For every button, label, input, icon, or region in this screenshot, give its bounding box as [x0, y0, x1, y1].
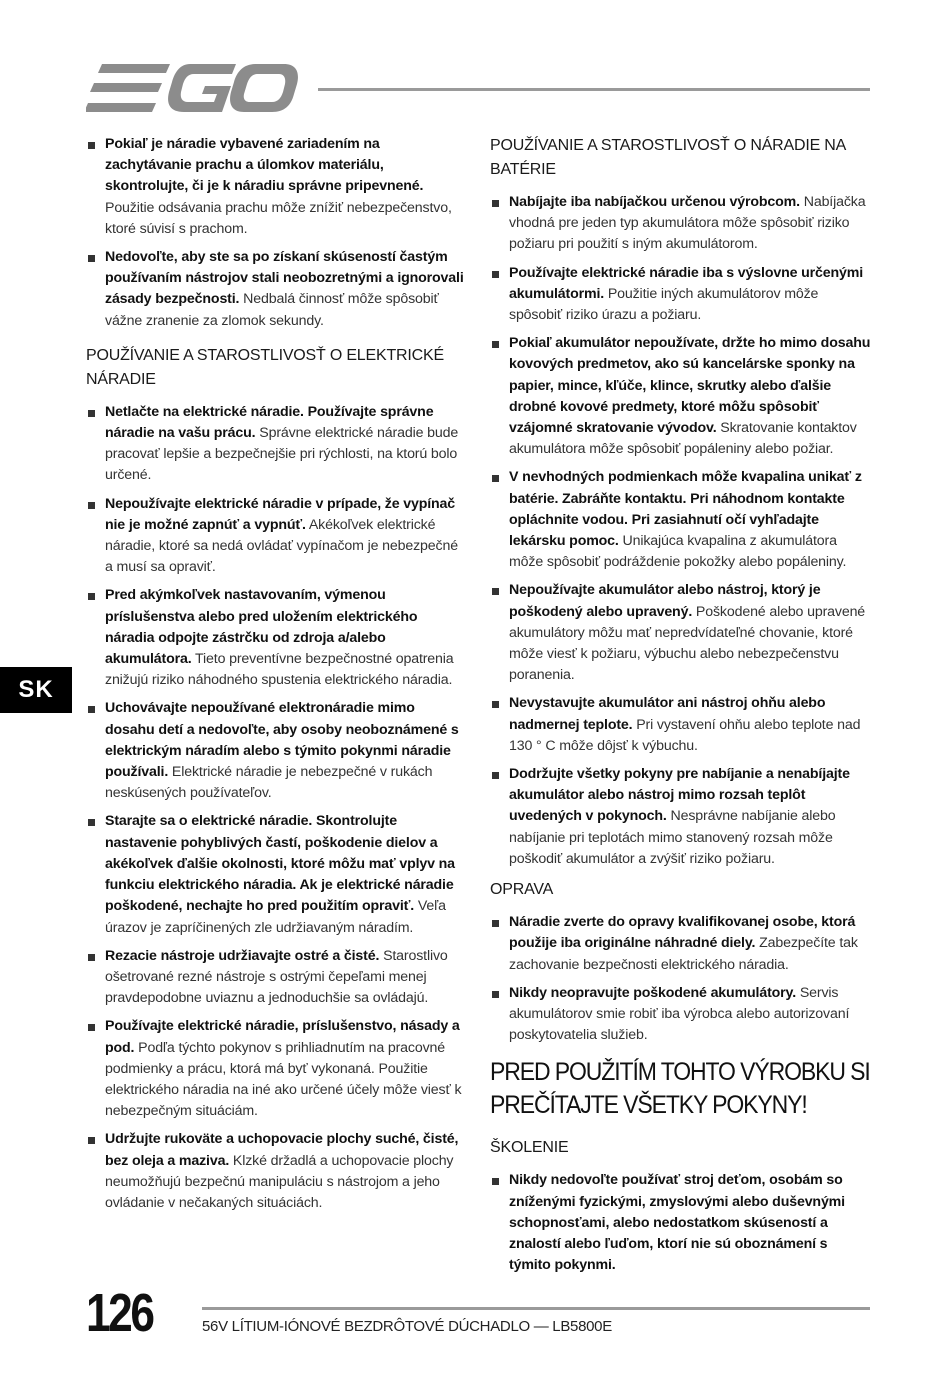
ego-logo: [86, 62, 298, 114]
bullet-item: [490, 1170, 872, 1276]
section-heading-electric-tool-use: POUŽÍVANIE A STAROSTLIVOSŤ O ELEKTRICKÉ NÁRADIE: [86, 346, 444, 388]
right-column: [490, 134, 872, 1283]
bullet-body-text: Nesprávne nabíjanie alebo nabíjanie pri teplotách mimo stanovený rozsah môže poškodiť akumulátor a zvýšiť riziko požiaru.: [509, 808, 836, 867]
bullet-item: [86, 698, 466, 804]
bullet-body-text: Podľa týchto pokynov s prihliadnutím na pracovné podmienky a prácu, ktorá má byť vykonaná. Použitie elektrického náradia na iné ako určené účely môže viesť k nebezpečným situáciám.: [105, 1039, 462, 1120]
bullet-body-text: Zabezpečíte tak zachovanie bezpečnosti elektrického náradia.: [509, 935, 858, 973]
bullet-item: [490, 912, 872, 976]
bullet-body-text: Unikajúca kvapalina z akumulátora môže spôsobiť podráždenie pokožky alebo popáleniny.: [509, 533, 847, 571]
bullet-bold-text: Nepoužívajte akumulátor alebo nástroj, ktorý je poškodený alebo upravený.: [509, 582, 821, 620]
bullet-bold-text: Nepoužívajte elektrické náradie v prípade, že vypínač nie je možné zapnúť a vypnúť.: [105, 495, 456, 533]
bullet-item: [86, 134, 466, 240]
bullet-bold-text: Nevystavujte akumulátor ani nástroj ohňu alebo nadmernej teplote.: [509, 695, 826, 733]
bullet-bold-text: Starajte sa o elektrické náradie. Skontrolujte nastavenie pohyblivých častí, poškodenie dielov a akékoľvek ďalšie okolnosti, ktoré môžu mať vplyv na funkciu elektrického náradia. Ak je elektrické náradie poškodené, nechajte ho pred použitím opraviť.: [105, 813, 455, 915]
bullet-bold-text: Nikdy neopravujte poškodené akumulátory.: [509, 984, 797, 1001]
bullet-item: [86, 811, 466, 938]
bullet-bold-text: Pokiaľ je náradie vybavené zariadením na zachytávanie prachu a úlomkov materiálu, skontrolujte, či je k náradiu správne pripevnené.: [105, 136, 424, 195]
bullet-bold-text: Používajte elektrické náradie, príslušenstvo, násady a pod.: [105, 1018, 460, 1056]
bullet-body-text: Starostlivo ošetrované rezné nástroje s ostrými čepeľami menej pravdepodobne uviaznu a jednoduchšie sa ovládajú.: [105, 947, 448, 1007]
bullet-item: [490, 764, 872, 870]
bullet-body-text: Akékoľvek elektrické náradie, ktoré sa nedá ovládať vypínačom je nebezpečné a musí sa opraviť.: [105, 516, 458, 576]
section-heading-battery-tool-use: POUŽÍVANIE A STAROSTLIVOSŤ O NÁRADIE NA BATÉRIE: [490, 137, 846, 178]
bullet-body-text: Správne elektrické náradie bude pracovať lepšie a bezpečnejšie pri rýchlosti, na ktorú bolo určené.: [105, 425, 459, 484]
bullet-body-text: Tieto preventívne bezpečnostné opatrenia znižujú riziko náhodného spustenia elektrického náradia.: [105, 651, 454, 689]
section-heading-service: OPRAVA: [490, 881, 554, 899]
bullet-bold-text: Nedovoľte, aby ste sa po získaní skúseností častým používaním nástrojov stali neobozretnými a ignorovali zásady bezpečnosti.: [105, 249, 464, 308]
bullet-item: [86, 247, 466, 332]
left-bullet-list: [86, 402, 466, 1214]
bullet-bold-text: Náradie zverte do opravy kvalifikovanej osobe, ktorá použije iba originálne náhradné diely.: [509, 914, 856, 952]
left-column: [86, 134, 466, 1221]
bullet-item: [490, 333, 872, 460]
left-intro-list: [86, 134, 466, 332]
bullet-body-text: Nedbalá činnosť môže spôsobiť vážne zranenie za zlomok sekundy.: [105, 291, 439, 329]
footer-rule: [202, 1307, 870, 1310]
read-all-instructions-heading: PRED POUŽITÍM TOHTO VÝROBKU SI PREČÍTAJTE VŠETKY POKYNY!: [490, 1058, 870, 1120]
bullet-item: [86, 585, 466, 691]
bullet-bold-text: Pred akýmkoľvek nastavovaním, výmenou príslušenstva alebo pred uložením elektrického náradia odpojte zástrčku od zdroja a/alebo akumulátora.: [105, 587, 418, 668]
page-number: 126: [86, 1283, 153, 1343]
bullet-body-text: Nabíjačka vhodná pre jeden typ akumulátora môže spôsobiť riziko požiaru pri použití s iným akumulátorom.: [509, 194, 866, 253]
bullet-bold-text: Uchovávajte nepoužívané elektronáradie mimo dosahu detí a nedovoľte, aby osoby neoboznámené s elektrickým náradím alebo s týmito pokynmi náradie používali.: [105, 700, 459, 781]
bullet-body-text: Servis akumulátorov smie robiť iba výrobca alebo autorizovaní poskytovatelia služieb.: [509, 984, 850, 1044]
bullet-item: [490, 192, 872, 256]
bullet-bold-text: Dodržujte všetky pokyny pre nabíjanie a nenabíjajte akumulátor alebo nástroj mimo rozsah teplôt uvedených v pokynoch.: [509, 766, 850, 825]
bullet-item: [490, 467, 872, 573]
bullet-body-text: Použitie odsávania prachu môže znížiť nebezpečenstvo, ktoré súvisí s prachom.: [105, 199, 452, 237]
bullet-item: [86, 402, 466, 487]
bullet-item: [86, 946, 466, 1010]
bullet-bold-text: Udržujte rukoväte a uchopovacie plochy suché, čisté, bez oleja a maziva.: [105, 1131, 459, 1169]
bullet-item: [86, 1016, 466, 1122]
bullet-bold-text: Používajte elektrické náradie iba s výslovne určenými akumulátormi.: [509, 264, 864, 302]
bullet-body-text: Elektrické náradie je nebezpečné v rukách neskúsených používateľov.: [105, 764, 433, 802]
footer-product-title: 56V LÍTIUM-IÓNOVÉ BEZDRÔTOVÉ DÚCHADLO — LB5800E: [202, 1318, 612, 1335]
section-heading-training: ŠKOLENIE: [490, 1139, 569, 1157]
bullet-body-text: Použitie iných akumulátorov môže spôsobiť riziko úrazu a požiaru.: [509, 285, 819, 324]
bullet-item: [490, 693, 872, 757]
bullet-body-text: Klzké držadlá a uchopovacie plochy neumožňujú bezpečnú manipuláciu s nástrojom a jeho ovládanie v nečakaných situáciách.: [105, 1152, 454, 1211]
header-rule: [318, 88, 870, 91]
bullet-item: [490, 983, 872, 1047]
bullet-bold-text: Nikdy nedovoľte používať stroj deťom, osobám so zníženými fyzickými, zmyslovými alebo duševnými schopnosťami, alebo nedostatkom skúseností a znalostí alebo ľuďom, ktorí nie sú oboznámení s týmito pokynmi.: [509, 1172, 845, 1274]
bullet-item: [490, 580, 872, 686]
bullet-item: [490, 263, 872, 327]
bullet-bold-text: Netlačte na elektrické náradie. Používajte správne náradie na vašu prácu.: [105, 403, 434, 442]
bullet-bold-text: Pokiaľ akumulátor nepoužívate, držte ho mimo dosahu kovových predmetov, ako sú kancelárske sponky na papier, mince, kľúče, klince, skrutky alebo ďalšie drobné kovové predmety, ktoré môžu spôsobiť vzájomné skratovanie vývodov.: [509, 335, 871, 437]
bullet-body-text: Skratovanie kontaktov akumulátora môže spôsobiť popáleniny alebo požiar.: [509, 420, 857, 458]
bullet-item: [86, 494, 466, 579]
battery-bullet-list: [490, 192, 872, 870]
bullet-body-text: Pri vystavení ohňu alebo teplote nad 130 ° C môže dôjsť k výbuchu.: [509, 716, 861, 754]
bullet-bold-text: Rezacie nástroje udržiavajte ostré a čisté.: [105, 947, 380, 964]
bullet-bold-text: V nevhodných podmienkach môže kvapalina unikať z batérie. Zabráňte kontaktu. Pri náhodnom kontakte opláchnite vodou. Pri zasiahnutí očí vyhľadajte lekársku pomoc.: [509, 469, 862, 550]
bullet-body-text: Poškodené alebo upravené akumulátory môžu mať nepredvídateľné chovanie, ktoré môže viesť k požiaru, výbuchu alebo nebezpečenstvu poranenia.: [509, 603, 866, 684]
bullet-bold-text: Nabíjajte iba nabíjačkou určenou výrobcom.: [509, 194, 800, 210]
service-bullet-list: [490, 912, 872, 1046]
bullet-item: [86, 1129, 466, 1214]
training-bullet-list: [490, 1170, 872, 1276]
language-tab: SK: [0, 667, 72, 713]
bullet-body-text: Veľa úrazov je zapríčinených zle udržiavaným náradím.: [105, 898, 446, 936]
